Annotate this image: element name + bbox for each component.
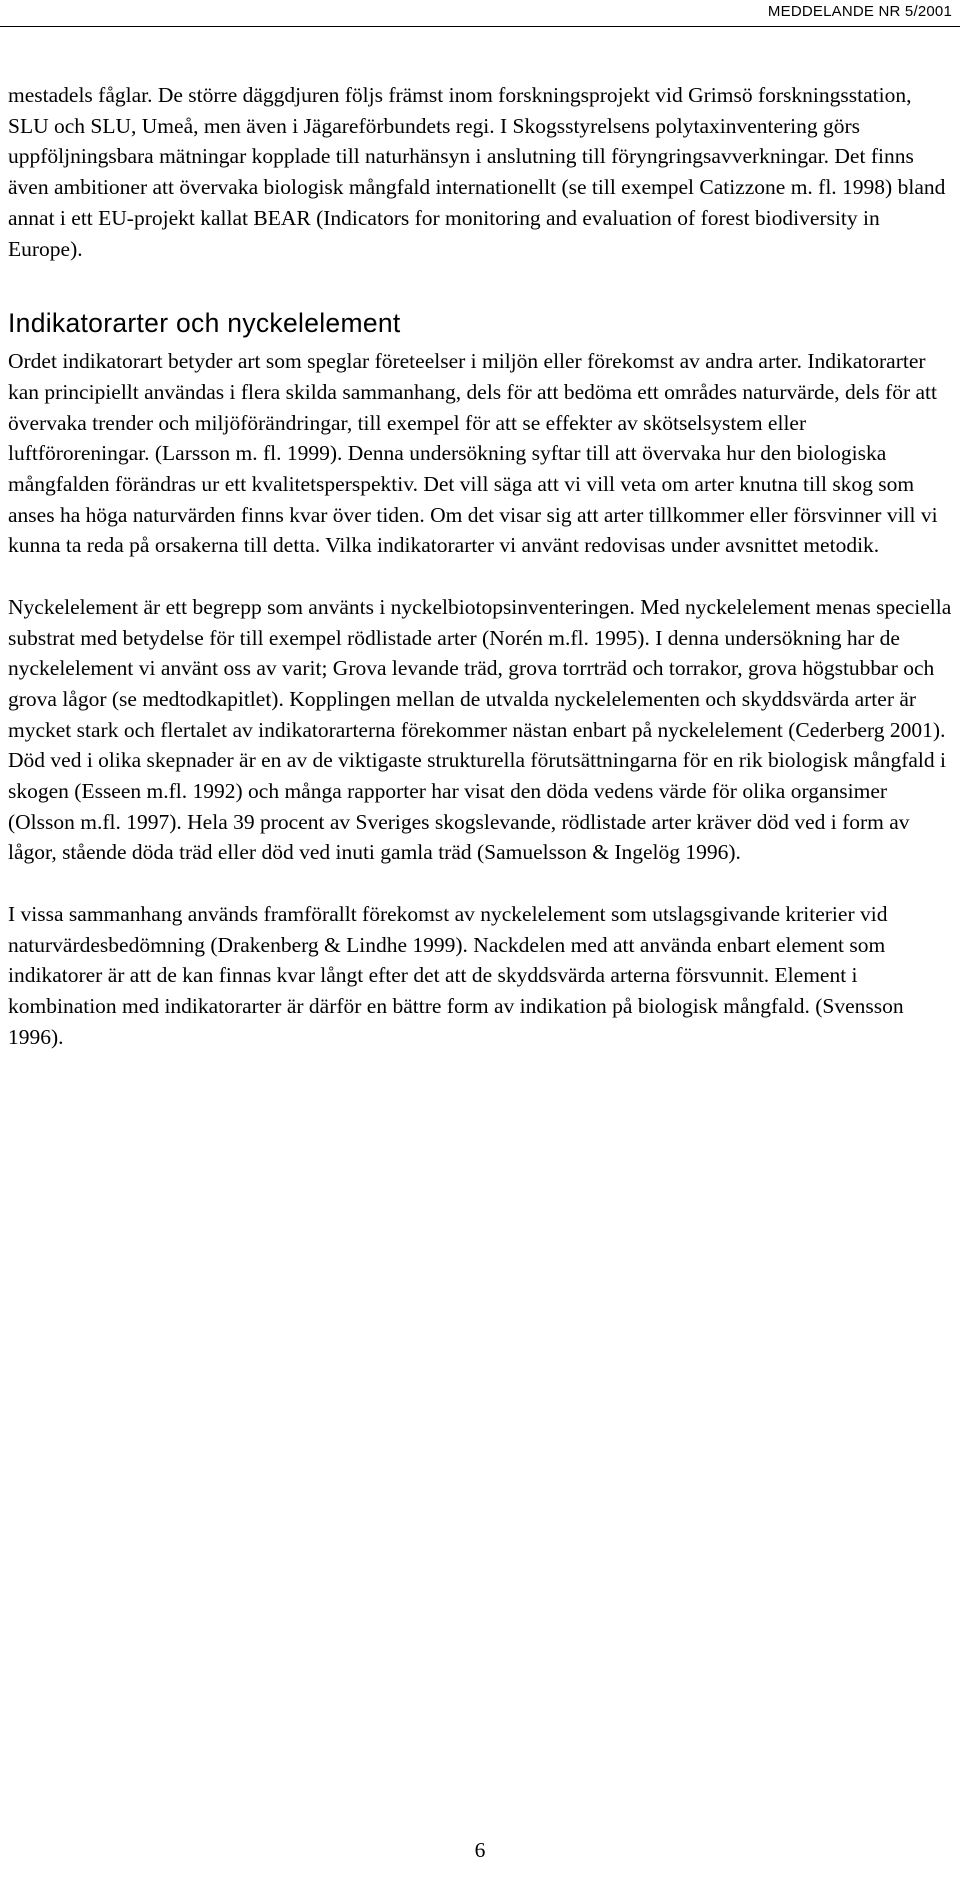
paragraph-monitoring: mestadels fåglar. De större däggdjuren följs främst inom forskningsprojekt vid Grimsö forskningsstation, SLU och SLU, Umeå, men även i Jägareförbundets regi. I Skogsstyrelsens polytaxinventering görs uppföljningsbara mätningar kopplade till naturhänsyn i anslutning till föryngringsavverkningar. Det finns även ambitioner att övervaka biologisk mångfald internationellt (se till exempel Catizzone m. fl. 1998) bland annat i ett EU-projekt kallat BEAR (Indicators for monitoring and evaluation of forest biodiversity in Europe). xyxy=(8,83,946,261)
section-heading: Indikatorarter och nyckelelement xyxy=(8,308,401,339)
paragraph-assessment: I vissa sammanhang används framförallt förekomst av nyckelelement som utslagsgivande kriterier vid naturvärdesbedömning (Drakenberg & Lindhe 1999). Nackdelen med att använda enbart element som indikatorer är att de kan finnas kvar långt efter det att de skyddsvärda arterna försvunnit. Element i kombination med indikatorarter är därför en bättre form av indikation på biologisk mångfald. (Svensson 1996). xyxy=(8,901,904,1049)
body-text xyxy=(8,80,952,1052)
paragraph-key-elements: Nyckelelement är ett begrepp som använts i nyckelbiotopsinventeringen. Med nyckelelement menas speciella substrat med betydelse för till exempel rödlistade arter (Norén m.fl. 1995). I denna undersökning har de nyckelelement vi använt oss av varit; Grova levande träd, grova torrträd och torrakor, grova högstubbar och grova lågor (se medtodkapitlet). Kopplingen mellan de utvalda nyckelelementen och skyddsvärda arter är mycket stark och flertalet av indikatorarterna förekommer nästan enbart på nyckelelement (Cederberg 2001). Död ved i olika skepnader är en av de viktigaste strukturella förutsättningarna för en rik biologisk mångfald i skogen (Esseen m.fl. 1992) och många rapporter har visat den döda vedens värde för olika organsimer (Olsson m.fl. 1997). Hela 39 procent av Sveriges skogslevande, rödlistade arter kräver död ved i form av lågor, stående döda träd eller död ved inuti gamla träd (Samuelsson & Ingelög 1996). xyxy=(8,594,952,865)
page-number: 6 xyxy=(474,1838,486,1862)
running-header xyxy=(0,0,960,27)
paragraph-indicator-species: Ordet indikatorart betyder art som speglar företeelser i miljön eller förekomst av andra arter. Indikatorarter kan principiellt användas i flera skilda sammanhang, dels för att bedöma ett områdes naturvärde, dels för att övervaka trender och miljöförändringar, till exempel för att se effekter av skötselsystem eller luftföroreningar. (Larsson m. fl. 1999). Denna undersökning syftar till att övervaka hur den biologiska mångfalden förändras ur ett kvalitetsperspektiv. Det vill säga att vi vill veta om arter knutna till skog som anses ha höga naturvärden finns kvar över tiden. Om det visar sig att arter tillkommer eller försvinner vill vi kunna ta reda på orsakerna till detta. Vilka indikatorarter vi använt redovisas under avsnittet metodik. xyxy=(8,349,938,558)
header-title: MEDDELANDE NR 5/2001 xyxy=(767,3,952,20)
